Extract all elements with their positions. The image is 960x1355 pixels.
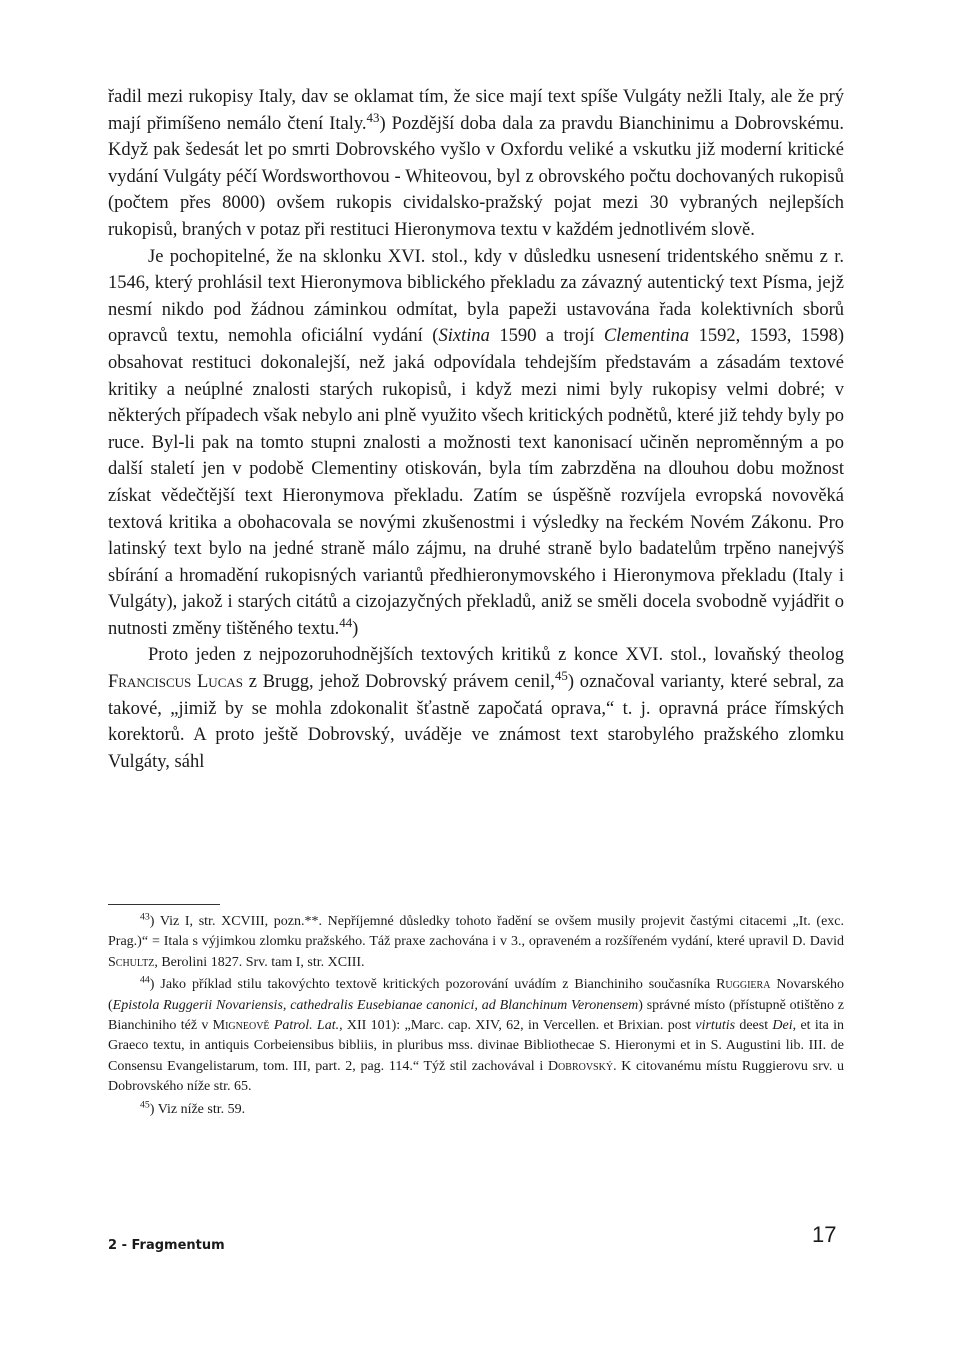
footnote-44-text-a: ) Jako příklad stilu takovýchto textově kritických pozorování uvádím z Bianchiniho současníka bbox=[149, 977, 717, 993]
footnote-45 bbox=[108, 1100, 844, 1120]
author-name-schultz: Schultz bbox=[108, 954, 155, 970]
paragraph-3 bbox=[108, 642, 844, 775]
author-name-lucas: Franciscus Lucas bbox=[108, 672, 243, 693]
footnotes bbox=[108, 912, 844, 1122]
footnote-44-text-c: ) správné místo (přístupně otištěno z Bianchiniho též v bbox=[108, 997, 844, 1034]
p2-text-c: 1592, 1593, 1598) obsahovat restituci dokonalejší, než jaká odpovídala tehdejším představám a zásadám textové kritiky a neúplné znalosti starých rukopisů, i když mezi nimi byly rukopisy velmi dobré; v některých případech však nebylo ani plně využito všech kritických podnětů, které již tehdy byly po ruce. Byl-li pak na tomto stupni znalosti a možnosti text kanonisací učiněn neproměnným a po další staletí jen v podobě Clementiny otiskován, byla tím zabrzděna na dlouhou dobu možnost získat vědečtější text Hieronymova překladu. Zatím se úspěšně rozvíjela evropská novověká textová kritika a obohacovala se novými zkušenostmi i výsledky na řeckém Novém Zákonu. Pro latinský text bylo na jedné straně málo zájmu, na druhé straně bylo badatelům trpěno nanejvýš sbírání a hromadění rukopisných variantů předhieronymovského i Hieronymova překladu (Italy i Vulgáty), jakož i starých citátů a cizojazyčných překladů, aniž se směli docela svobodně vyjádřit o nutnosti změny tištěného textu. bbox=[108, 326, 844, 639]
patrol-title: Patrol. Lat. bbox=[273, 1018, 340, 1034]
p2-text-b: 1590 a trojí bbox=[489, 326, 604, 347]
footnote-45-number: 45 bbox=[140, 1099, 150, 1110]
epistola-title: Epistola Ruggerii Novariensis, cathedralis Eusebianae canonici, ad Blanchinum Veronensem bbox=[112, 997, 639, 1013]
author-name-ruggiera: Ruggiera bbox=[716, 977, 771, 993]
footnote-45-text: ) Viz níže str. 59. bbox=[149, 1101, 246, 1117]
p1-text-b: ) Pozdější doba dala za pravdu Bianchinimu a Dobrovskému. Když pak šedesát let po smrti Dobrovského vyšlo v Oxfordu veliké a vskutku již moderní kritické vydání Vulgáty péčí Wordsworthovou - Whiteovou, byl z obrovského počtu dochovaných rukopisů (počtem přes 8000) ovšem rukopis cividalsko-pražský pojat mezi 30 vybraných nejlepších rukopisů, braných v potaz při restituci Hieronymova textu v každém jednotlivém slově. bbox=[108, 113, 844, 240]
footnote-ref-45: 45 bbox=[554, 667, 568, 683]
word-dei: Dei bbox=[772, 1018, 793, 1034]
p2-text-d: ) bbox=[352, 618, 359, 639]
footnote-43 bbox=[108, 912, 844, 973]
main-text bbox=[108, 84, 844, 775]
paragraph-2 bbox=[108, 244, 844, 643]
footnote-44-text-d: , XII 101): „Marc. cap. XIV, 62, in Vercellen. et Brixian. post bbox=[339, 1018, 696, 1034]
clementina-title: Clementina bbox=[603, 326, 690, 347]
word-virtutis: virtutis bbox=[695, 1018, 736, 1034]
footnote-43-text-a: ) Viz I, str. XCVIII, pozn.**. Nepříjemné důsledky tohoto řadění se ovšem musily projevit častými citacemi „It. (exc. Prag.)“ = Itala s výjimkou zlomku pražského. Táž praxe zachována i v 3., opraveném a rozšířeném vydání, které upravil D. David bbox=[108, 914, 844, 950]
p3-text-c: ) označoval varianty, které sebral, za takové, „jimiž by se mohla zdokonalit šťastně započatá oprava,“ t. j. opravná práce římských korektorů. A proto ještě Dobrovský, uváděje ve známost text starobylého pražského zlomku Vulgáty, sáhl bbox=[108, 672, 845, 772]
paragraph-1 bbox=[108, 84, 844, 244]
author-name-dobrovsky: Dobrovský bbox=[547, 1058, 614, 1074]
footnote-43-text-b: , Berolini 1827. Srv. tam I, str. XCIII. bbox=[154, 954, 365, 970]
footnote-44-text-f: , et ita in Graeco textu, in antiquis Corbeiensibus bibliis, in pluribus mss. divinae Bibliothecae S. Hieronymi et in S. Augustini lib. III. de Consensu Evangelistarum, tom. III, part. 2, pag. 114.“ Týž stil zachovával i bbox=[108, 1018, 845, 1074]
footnote-ref-43: 43 bbox=[366, 109, 380, 125]
footnote-44 bbox=[108, 975, 844, 1097]
page-number: 17 bbox=[812, 1222, 837, 1247]
footnote-43-number: 43 bbox=[140, 911, 150, 923]
author-name-migne: Migneově bbox=[212, 1018, 270, 1034]
p3-text-b: z Brugg, jehož Dobrovský právem cenil, bbox=[243, 672, 555, 693]
footnote-44-text-e: deest bbox=[735, 1018, 773, 1034]
footnote-44-text-g: . K citovanému místu Ruggierovu srv. u Dobrovského níže str. 65. bbox=[108, 1058, 845, 1095]
p1-text-a: řadil mezi rukopisy Italy, dav se oklamat tím, že sice mají text spíše Vulgáty nežli Italy, ale že prý mají přimíšeno nemálo čtení Italy. bbox=[108, 87, 844, 134]
footnote-separator bbox=[108, 904, 220, 905]
p3-text-a: Proto jeden z nejpozoruhodnějších textových kritiků z konce XVI. stol., lovaňský theolog bbox=[148, 645, 844, 666]
signature-mark: 2 - Fragmentum bbox=[108, 1238, 225, 1253]
footnote-ref-44: 44 bbox=[339, 614, 353, 630]
footnote-44-text-b: Novarského ( bbox=[108, 977, 844, 1013]
sixtina-title: Sixtina bbox=[438, 326, 490, 347]
footnote-44-number: 44 bbox=[140, 974, 150, 986]
p2-text-a: Je pochopitelné, že na sklonku XVI. stol., kdy v důsledku usnesení tridentského sněmu z r. 1546, který prohlásil text Hieronymova biblického překladu za závazný autentický text Písma, jejž nesmí nikdo pod žádnou záminkou odmítat, byla papeži ustavována řada kolektivních sborů opravců textu, nemohla oficiální vydání ( bbox=[108, 246, 844, 347]
